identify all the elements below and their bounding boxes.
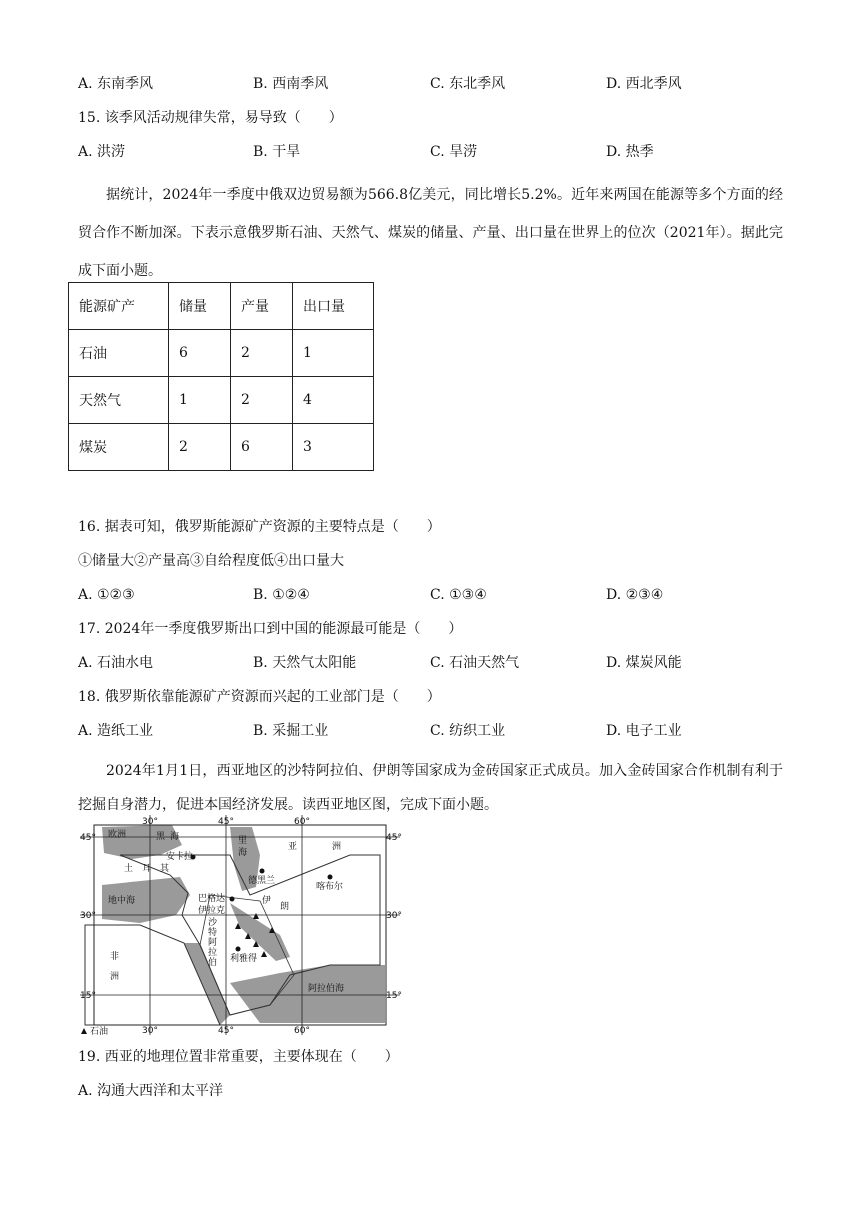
q18-options (78, 721, 778, 741)
q18-stem: 18. 俄罗斯依靠能源矿产资源而兴起的工业部门是（ ） (78, 689, 441, 705)
q15-options (78, 142, 778, 162)
map-label: 喀布尔 (316, 882, 344, 892)
map-label: 伊 (262, 896, 272, 906)
q14-option-d[interactable]: D. 西北季风 (606, 76, 682, 92)
q16-choices: ①储量大②产量高③自给程度低④出口量大 (78, 553, 344, 569)
table-header: 产量 (231, 283, 293, 330)
q14-option-c[interactable]: C. 东北季风 (430, 76, 506, 92)
capital-kabul-dot (328, 875, 333, 880)
map-label: 阿拉伯海 (308, 984, 345, 994)
map-label: 巴格达 (198, 894, 226, 904)
lat-label: 15° (386, 991, 402, 1001)
table-header-row (69, 283, 374, 330)
map-label: 海 (238, 848, 248, 858)
lon-label: 45° (218, 1026, 234, 1036)
q15-option-a[interactable]: A. 洪涝 (78, 144, 126, 160)
q18-option-c[interactable]: C. 纺织工业 (430, 723, 506, 739)
table-cell: 4 (293, 377, 374, 424)
q17-option-a[interactable]: A. 石油水电 (78, 655, 154, 671)
q17-option-d[interactable]: D. 煤炭风能 (606, 655, 682, 671)
q19-stem: 19. 西亚的地理位置非常重要，主要体现在（ ） (78, 1049, 399, 1065)
map-label: 非 (110, 952, 120, 962)
map-label: 朗 (280, 902, 290, 912)
table-cell: 2 (169, 424, 231, 471)
q15-option-d[interactable]: D. 热季 (606, 144, 654, 160)
q14-options (78, 74, 778, 94)
lon-label: 60° (294, 817, 310, 827)
map-label: 洲 (332, 842, 342, 852)
lat-label: 30° (386, 911, 402, 921)
table-cell: 天然气 (69, 377, 169, 424)
lon-label: 30° (142, 817, 158, 827)
map-label: 伊拉克 (198, 906, 226, 916)
map-label: 里 (238, 836, 248, 846)
q18-option-b[interactable]: B. 采掘工业 (253, 723, 329, 739)
q16-option-b[interactable]: B. ①②④ (253, 587, 310, 603)
q14-option-a[interactable]: A. 东南季风 (78, 76, 154, 92)
q16-option-a[interactable]: A. ①②③ (78, 587, 135, 603)
map-label: 土 (124, 864, 134, 874)
map-label: 地中海 (108, 896, 136, 906)
q16-option-d[interactable]: D. ②③④ (606, 587, 664, 603)
passage-west-asia: 2024年1月1日，西亚地区的沙特阿拉伯、伊朗等国家成为金砖国家正式成员。加入金砖国家合作机制有利于挖掘自身潜力，促进本国经济发展。读西亚地区图，完成下面小题。 (78, 763, 783, 813)
table-header: 储量 (169, 283, 231, 330)
map-label: 耳 (142, 864, 152, 874)
table-cell: 1 (293, 330, 374, 377)
lon-label: 45° (218, 817, 234, 827)
map-label: 亚 (288, 842, 298, 852)
table-cell: 2 (231, 330, 293, 377)
map-label: 拉 (208, 948, 218, 958)
map-label: 其 (160, 864, 170, 874)
q15-option-b[interactable]: B. 干旱 (253, 144, 301, 160)
q16-options (78, 585, 778, 605)
capital-tehran-dot (260, 869, 265, 874)
table-cell: 石油 (69, 330, 169, 377)
q19-option-a[interactable]: A. 沟通大西洋和太平洋 (78, 1083, 224, 1099)
table-cell: 6 (169, 330, 231, 377)
map-label: 德黑兰 (248, 876, 276, 886)
lat-label: 15° (80, 991, 96, 1001)
table-cell: 6 (231, 424, 293, 471)
table-header: 出口量 (293, 283, 374, 330)
table-cell: 3 (293, 424, 374, 471)
west-asia-map (80, 815, 400, 1035)
table-header: 能源矿产 (69, 283, 169, 330)
map-label: 海 (170, 832, 180, 842)
map-label: 安卡拉 (166, 852, 194, 862)
map-label: 沙 (208, 918, 218, 928)
passage-russia-energy: 据统计，2024年一季度中俄双边贸易额为566.8亿美元，同比增长5.2%。近年来两国在能源等多个方面的经贸合作不断加深。下表示意俄罗斯石油、天然气、煤炭的储量、产量、出口量在世界上的位次（2021年）。据此完成下面小题。 (78, 187, 783, 279)
lat-label: 45° (386, 833, 402, 843)
lon-label: 60° (294, 1026, 310, 1036)
q17-options (78, 653, 778, 673)
map-label: 伯 (208, 958, 218, 968)
map-label: 特 (208, 928, 218, 938)
q16-stem: 16. 据表可知，俄罗斯能源矿产资源的主要特点是（ ） (78, 519, 441, 535)
table-row (69, 330, 374, 377)
q16-option-c[interactable]: C. ①③④ (430, 587, 487, 603)
capital-baghdad-dot (230, 897, 235, 902)
q18-option-a[interactable]: A. 造纸工业 (78, 723, 154, 739)
lat-label: 30° (80, 911, 96, 921)
q18-option-d[interactable]: D. 电子工业 (606, 723, 682, 739)
q17-option-c[interactable]: C. 石油天然气 (430, 655, 520, 671)
q17-stem: 17. 2024年一季度俄罗斯出口到中国的能源最可能是（ ） (78, 621, 463, 637)
capital-riyadh-dot (236, 947, 241, 952)
lat-label: 45° (80, 833, 96, 843)
table-row (69, 377, 374, 424)
table-cell: 2 (231, 377, 293, 424)
table-row (69, 424, 374, 471)
map-label: 利雅得 (230, 954, 258, 964)
map-label: 洲 (110, 972, 120, 982)
map-label: 欧洲 (108, 830, 127, 840)
table-cell: 煤炭 (69, 424, 169, 471)
q15-stem: 15. 该季风活动规律失常，易导致（ ） (78, 110, 343, 126)
map-label: 阿 (208, 938, 218, 948)
map-label: 黑 (156, 832, 166, 842)
energy-rank-table (68, 282, 374, 471)
q17-option-b[interactable]: B. 天然气太阳能 (253, 655, 357, 671)
q14-option-b[interactable]: B. 西南季风 (253, 76, 329, 92)
lon-label: 30° (142, 1026, 158, 1036)
q15-option-c[interactable]: C. 旱涝 (430, 144, 478, 160)
map-legend: 石油 (90, 1027, 109, 1037)
table-cell: 1 (169, 377, 231, 424)
